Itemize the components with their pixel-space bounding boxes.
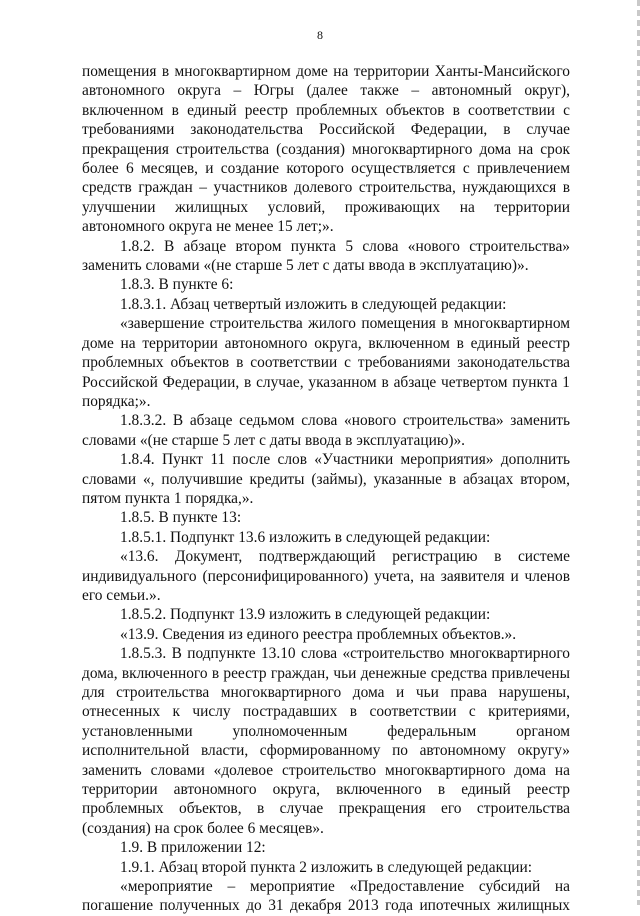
paragraph: 1.8.5.2. Подпункт 13.9 изложить в следующей редакции: xyxy=(120,606,491,624)
paragraph: 1.9.1. Абзац второй пункта 2 изложить в следующей редакции: xyxy=(120,858,533,876)
document-body xyxy=(82,62,570,916)
paragraph: 1.8.2. В абзаце втором пункта 5 слова «нового строительства» заменить словами «(не старше 5 лет с даты ввода в эксплуатацию)». xyxy=(82,237,570,275)
paragraph: 1.8.3. В пункте 6: xyxy=(120,276,234,294)
paragraph: 1.8.3.2. В абзаце седьмом слова «нового строительства» заменить словами «(не старше 5 лет с даты ввода в эксплуатацию)». xyxy=(82,412,570,449)
paragraph: 1.8.5.1. Подпункт 13.6 изложить в следующей редакции: xyxy=(120,528,491,546)
paragraph: «завершение строительства жилого помещения в многоквартирном доме на территории автономного округа, включенном в единый реестр проблемных объектов в соответствии с требованиями законодательства Российской Федерации, в случае, указанном в абзаце четвертом пункта 1 порядка;». xyxy=(82,315,570,410)
paragraph: «13.9. Сведения из единого реестра проблемных объектов.». xyxy=(120,625,517,643)
paragraph: «мероприятие – мероприятие «Предоставление субсидий на погашение полученных до 31 декабря 2013 года ипотечных жилищных xyxy=(82,878,570,915)
paragraph: помещения в многоквартирном доме на территории Ханты-Мансийского автономного округа – Югры (далее также – автономный округ), включенном в единый реестр проблемных объектов в соответствии с требованиями законодательства Российской Федерации, в случае прекращения строительства (создания) многоквартирного дома на срок более 6 месяцев, и создание которого осуществляется с привлечением средств граждан – участников долевого строительства, нуждающихся в улучшении жилищных условий, проживающих на территории автономного округа не менее 15 лет;». xyxy=(82,63,570,236)
paragraph: 1.9. В приложении 12: xyxy=(120,839,266,857)
paragraph: 1.8.5. В пункте 13: xyxy=(120,509,242,527)
paragraph: 1.8.5.3. В подпункте 13.10 слова «строительство многоквартирного дома, включенного в реестр граждан, чьи денежные средства привлечены для строительства многоквартирного дома и чьи права нарушены, отнесенных к числу пострадавших в соответствии с критериями, установленными уполномоченным федеральным органом исполнительной власти, сформированному по автономному округу» заменить словами «долевое строительство многоквартирного дома на территории автономного округа, включенного в единый реестр проблемных объектов, в случае прекращения его строительства (создания) на срок более 6 месяцев». xyxy=(82,645,570,837)
paragraph: «13.6. Документ, подтверждающий регистрацию в системе индивидуального (персонифицированного) учета, на заявителя и членов его семьи.». xyxy=(82,548,570,604)
paragraph: 1.8.3.1. Абзац четвертый изложить в следующей редакции: xyxy=(120,295,507,313)
paragraph: 1.8.4. Пункт 11 после слов «Участники мероприятия» дополнить словами «, получившие кредиты (займы), указанные в абзацах втором, пятом пункта 1 порядка,». xyxy=(82,451,570,507)
page-number: 8 xyxy=(317,28,323,42)
